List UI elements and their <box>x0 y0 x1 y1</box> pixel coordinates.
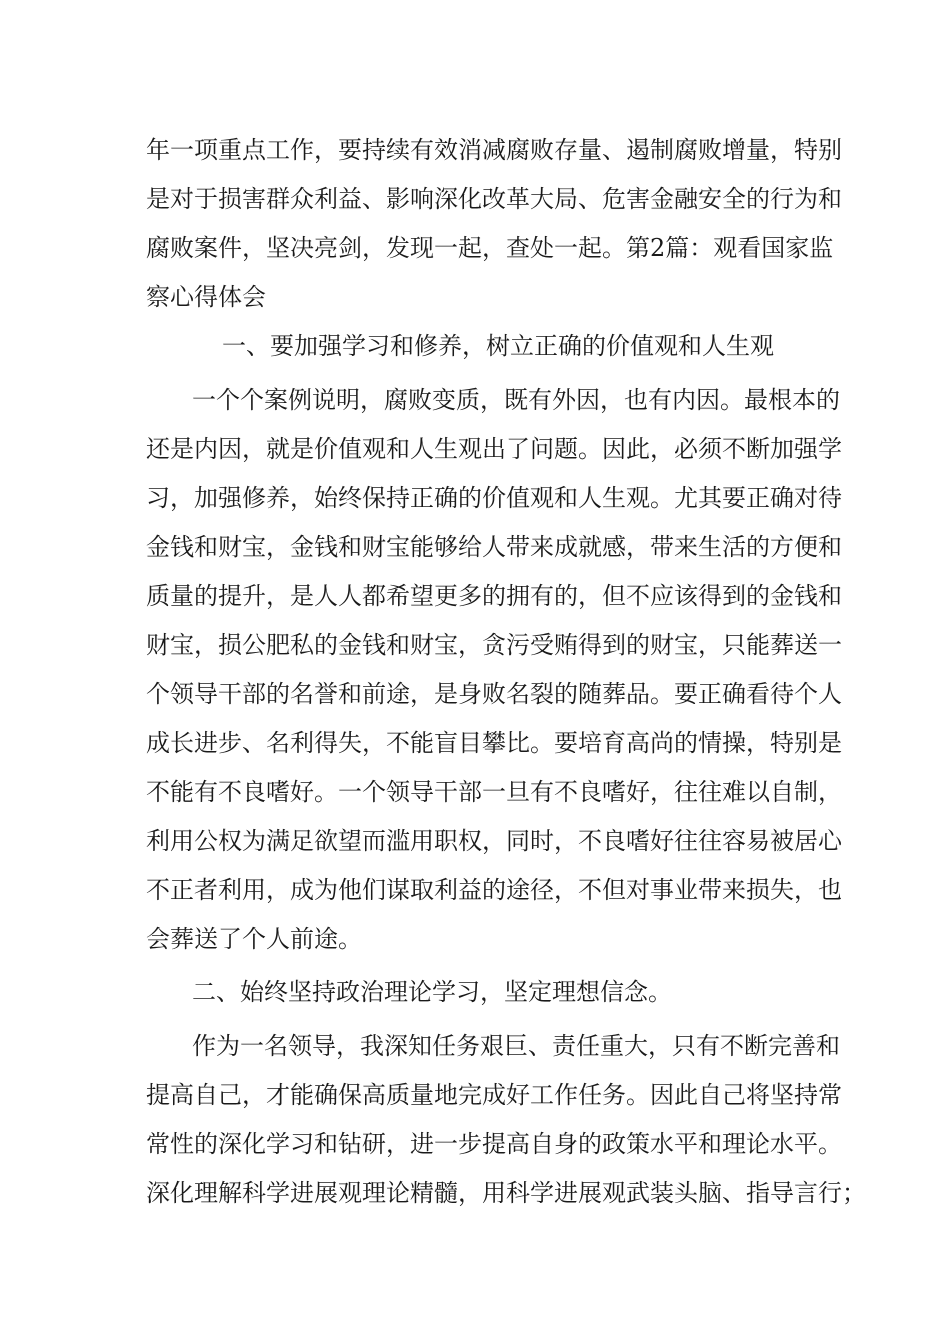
section-2-heading-block <box>146 968 828 1017</box>
text-line: 不正者利用，成为他们谋取利益的途径，不但对事业带来损失，也 <box>146 876 842 904</box>
text-line: 财宝，损公肥私的金钱和财宝，贪污受贿得到的财宝，只能葬送一 <box>146 631 842 659</box>
text-line: 年一项重点工作，要持续有效消减腐败存量、遏制腐败增量，特别 <box>146 136 842 164</box>
text-line: 习，加强修养，始终保持正确的价值观和人生观。尤其要正确对待 <box>146 484 842 512</box>
text-line: 作为一名领导，我深知任务艰巨、责任重大，只有不断完善和 <box>192 1032 840 1060</box>
section-1-heading-block <box>146 322 828 371</box>
section-1-heading: 一、要加强学习和修养，树立正确的价值观和人生观 <box>222 332 774 360</box>
section-2-paragraph <box>146 1022 866 1218</box>
text-line: 利用公权为满足欲望而滥用职权，同时，不良嗜好往往容易被居心 <box>146 827 842 855</box>
text-line: 是对于损害群众利益、影响深化改革大局、危害金融安全的行为和 <box>146 185 842 213</box>
text-line: 个领导干部的名誉和前途，是身败名裂的随葬品。要正确看待个人 <box>146 680 842 708</box>
text-line: 还是内因，就是价值观和人生观出了问题。因此，必须不断加强学 <box>146 435 842 463</box>
text-line: 察心得体会 <box>146 283 266 311</box>
text-line: 成长进步、名利得失，不能盲目攀比。要培育高尚的情操，特别是 <box>146 729 842 757</box>
text-line: 腐败案件，坚决亮剑，发现一起，查处一起。第2篇：观看国家监 <box>146 234 834 262</box>
section-1-paragraph <box>146 376 842 964</box>
text-line: 会葬送了个人前途。 <box>146 925 362 953</box>
text-line: 常性的深化学习和钻研，进一步提高自身的政策水平和理论水平。 <box>146 1130 842 1158</box>
intro-paragraph <box>146 126 842 322</box>
text-line: 金钱和财宝，金钱和财宝能够给人带来成就感，带来生活的方便和 <box>146 533 842 561</box>
text-line: 提高自己，才能确保高质量地完成好工作任务。因此自己将坚持常 <box>146 1081 842 1109</box>
section-2-heading: 二、始终坚持政治理论学习，坚定理想信念。 <box>192 978 672 1006</box>
text-line: 一个个案例说明，腐败变质，既有外因，也有内因。最根本的 <box>192 386 840 414</box>
text-line: 不能有不良嗜好。一个领导干部一旦有不良嗜好，往往难以自制， <box>146 778 842 806</box>
text-line: 深化理解科学进展观理论精髓，用科学进展观武装头脑、指导言行； <box>146 1179 866 1207</box>
text-line: 质量的提升，是人人都希望更多的拥有的，但不应该得到的金钱和 <box>146 582 842 610</box>
